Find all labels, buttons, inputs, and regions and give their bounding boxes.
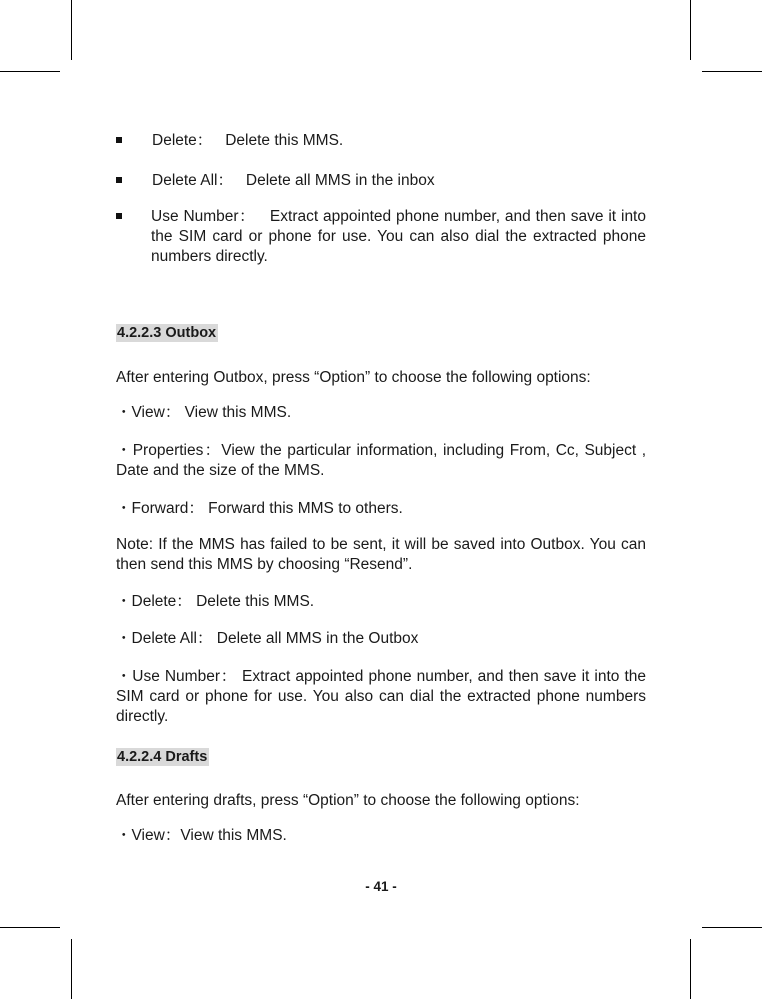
crop-mark: [690, 939, 691, 999]
crop-mark: [0, 927, 60, 928]
outbox-note: Note: If the MMS has failed to be sent, it will be saved into Outbox. You can then send this MMS by choosing “Resend”.: [116, 536, 646, 573]
crop-mark: [702, 71, 762, 72]
drafts-intro: After entering drafts, press “Option” to choose the following options:: [116, 792, 580, 809]
outbox-use-number-option: ・Use Number： Extract appointed phone number, and then save it into the SIM card or phone for use. You also can dial the extracted phone numbers directly.: [116, 668, 646, 725]
bullet-label: Delete All：: [152, 172, 233, 189]
list-item: [116, 131, 646, 151]
outbox-view-option: ・View： View this MMS.: [116, 404, 292, 421]
bullet-label: Use Number：: [151, 208, 256, 225]
crop-mark: [71, 939, 72, 999]
list-item: [116, 171, 646, 191]
outbox-intro: After entering Outbox, press “Option” to choose the following options:: [116, 369, 591, 386]
crop-mark: [71, 0, 72, 60]
crop-mark: [690, 0, 691, 60]
bullet-text: Extract appointed phone number, and then save it into the SIM card or phone for use. You can also dial the extracted phone numbers directly.: [151, 208, 646, 265]
outbox-delete-all-option: ・Delete All： Delete all MMS in the Outbox: [116, 630, 419, 647]
page-number: - 41 -: [365, 879, 397, 894]
crop-mark: [702, 927, 762, 928]
bullet-text: Delete this MMS.: [225, 132, 344, 149]
outbox-forward-option: ・Forward： Forward this MMS to others.: [116, 500, 403, 517]
bullet-text: Delete all MMS in the inbox: [245, 172, 435, 189]
drafts-view-option: ・View：View this MMS.: [116, 827, 287, 844]
outbox-properties-option: ・Properties：View the particular information, including From, Cc, Subject , Date and the size of the MMS.: [116, 442, 646, 479]
outbox-delete-option: ・Delete： Delete this MMS.: [116, 593, 315, 610]
section-heading-outbox: 4.2.2.3 Outbox: [117, 325, 217, 341]
square-bullet-icon: [116, 177, 122, 183]
crop-mark: [0, 71, 60, 72]
list-item: [116, 207, 646, 267]
square-bullet-icon: [116, 213, 122, 219]
square-bullet-icon: [116, 137, 122, 143]
bullet-label: Delete：: [152, 132, 213, 149]
section-heading-drafts: 4.2.2.4 Drafts: [117, 749, 208, 765]
